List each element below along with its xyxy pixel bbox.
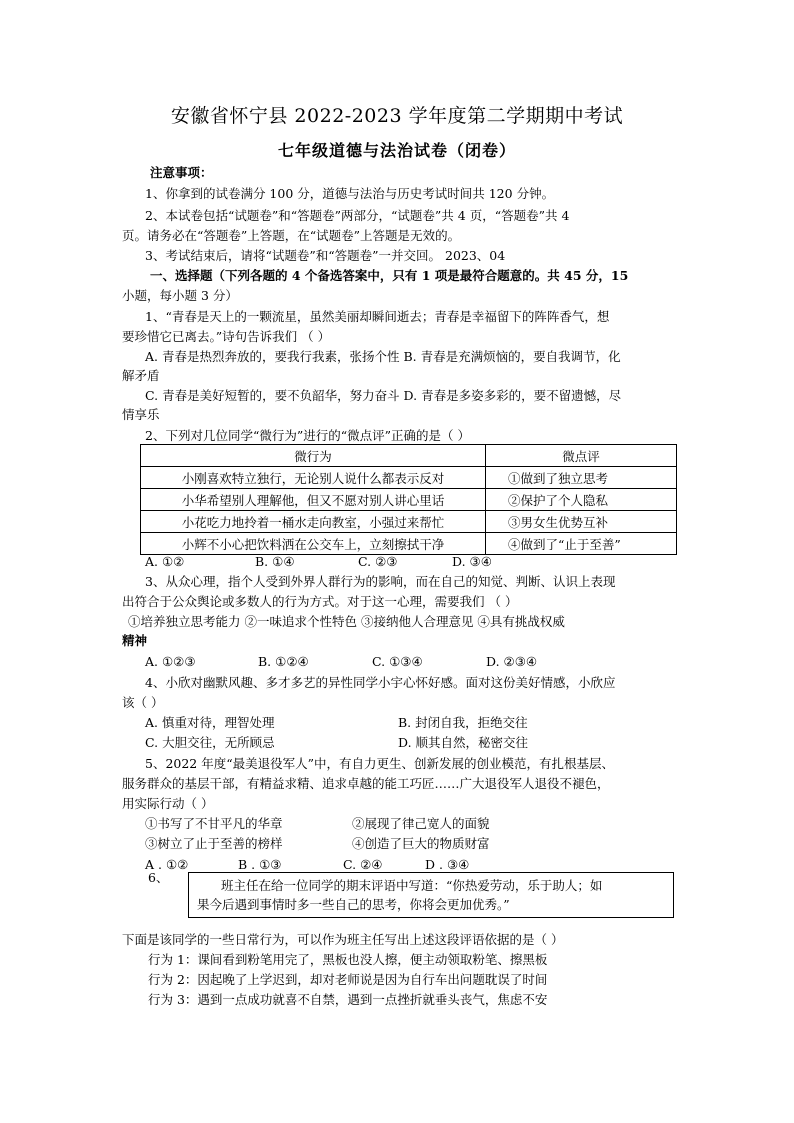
- exam-subtitle: 七年级道德与法治试卷（闭卷）: [277, 141, 516, 160]
- table-header-row: [141, 445, 677, 467]
- q5-option-d: D . ③④: [425, 857, 470, 872]
- q5-stem-a: 5、2022 年度“最美退役军人”中，有自力更生、创新发展的创业模范，有扎根基层、: [145, 756, 615, 771]
- q6-stem: 下面是该同学的一些日常行为，可以作为班主任写出上述这段评语依据的是（ ）: [122, 932, 564, 947]
- q3-choices-cont: 精神: [122, 633, 148, 648]
- table-cell: ②保护了个人隐私: [486, 489, 677, 511]
- q6-quote-box: [188, 872, 674, 918]
- note-2a: 2、本试卷包括“试题卷”和“答题卷”两部分，“试题卷”共 4 页，“答题卷”共 4: [145, 208, 570, 223]
- q4-stem-b: 该（ ）: [122, 695, 164, 710]
- table-cell: ①做到了独立思考: [486, 467, 677, 489]
- q4-option-d: D. 顺其自然，秘密交往: [398, 735, 529, 750]
- table-row: [141, 489, 677, 511]
- q6-number: 6、: [148, 870, 169, 885]
- table-cell: ④做到了“止于至善”: [486, 533, 677, 555]
- q2-option-c: C. ②③: [358, 554, 398, 569]
- table-cell: ③男女生优势互补: [486, 511, 677, 533]
- q3-stem-a: 3、从众心理，指个人受到外界人群行为的影响，而在自己的知觉、判断、认识上表现: [145, 574, 616, 589]
- q3-stem-b: 出符合于公众舆论或多数人的行为方式。对于这一心理，需要我们 （ ）: [122, 594, 518, 609]
- table-header-cell: 微行为: [141, 445, 486, 467]
- table-row: [141, 511, 677, 533]
- table-cell: 小辉不小心把饮料洒在公交车上，立刻擦拭干净: [141, 533, 486, 555]
- q2-option-b: B. ①④: [255, 554, 295, 569]
- q4-option-b: B. 封闭自我，拒绝交往: [398, 715, 528, 730]
- q2-option-d: D. ③④: [452, 554, 492, 569]
- q1-options-ab: A. 青春是热烈奔放的，要我行我素，张扬个性 B. 青春是充满烦恼的，要自我调节，化: [145, 349, 621, 364]
- q2-stem: 2、下列对几位同学“微行为”进行的“微点评”正确的是（ ）: [145, 428, 470, 443]
- table-header-cell: 微点评: [486, 445, 677, 467]
- table-cell: 小花吃力地拎着一桶水走向教室，小强过来帮忙: [141, 511, 486, 533]
- note-1: 1、你拿到的试卷满分 100 分，道德与法治与历史考试时间共 120 分钟。: [145, 186, 555, 201]
- q5-choice-4: ④创造了巨大的物质财富: [352, 836, 490, 851]
- q5-option-b: B . ①③: [238, 857, 282, 872]
- section1-heading-a: 一、选择题（下列各题的 4 个备选答案中，只有 1 项是最符合题意的。共 45 分，15: [150, 268, 629, 283]
- q5-choice-1: ①书写了不甘平凡的华章: [145, 816, 283, 831]
- q1-options-ab-cont: 解矛盾: [122, 368, 160, 383]
- q3-option-c: C. ①③④: [372, 654, 423, 669]
- note-3: 3、考试结束后，请将“试题卷”和“答题卷”一并交回。 2023、04: [145, 248, 506, 263]
- q4-option-c: C. 大胆交往，无所顾忌: [145, 735, 275, 750]
- notes-heading: 注意事项：: [150, 165, 213, 180]
- q1-options-cd-cont: 情享乐: [122, 407, 160, 422]
- table-row: [141, 467, 677, 489]
- q6-behavior-1: 行为 1：课间看到粉笔用完了，黑板也没人擦，便主动领取粉笔、擦黑板: [148, 952, 548, 967]
- q5-choice-2: ②展现了律己宽人的面貌: [352, 816, 490, 831]
- q6-behavior-2: 行为 2：因起晚了上学迟到，却对老师说是因为自行车出问题耽误了时间: [148, 972, 548, 987]
- q5-choice-3: ③树立了止于至善的榜样: [145, 836, 283, 851]
- q6-quote-line-2: 果今后遇到事情时多一些自己的思考，你将会更加优秀。”: [197, 897, 510, 912]
- q4-option-a: A. 慎重对待，理智处理: [145, 715, 275, 730]
- q5-stem-b: 服务群众的基层干部，有精益求精、追求卓越的能工巧匠……广大退役军人退役不褪色，: [122, 776, 610, 791]
- q3-option-b: B. ①②④: [258, 654, 309, 669]
- q3-option-a: A. ①②③: [145, 654, 196, 669]
- note-2b: 页。请务必在“答题卷”上答题，在“试题卷”上答题是无效的。: [122, 228, 461, 243]
- section1-heading-b: 小题，每小题 3 分）: [122, 288, 238, 303]
- q1-stem-a: 1、“青春是天上的一颗流星，虽然美丽却瞬间逝去；青春是幸福留下的阵阵香气，想: [145, 309, 610, 324]
- table-row: [141, 533, 677, 555]
- q3-option-d: D. ②③④: [486, 654, 538, 669]
- q2-table: [140, 444, 677, 555]
- q4-stem-a: 4、小欣对幽默风趣、多才多艺的异性同学小宇心怀好感。面对这份美好情感，小欣应: [145, 675, 616, 690]
- q5-option-a: A . ①②: [145, 857, 189, 872]
- table-cell: 小华希望别人理解他，但又不愿对别人讲心里话: [141, 489, 486, 511]
- q1-stem-b: 要珍惜它已离去。”诗句告诉我们 （ ）: [122, 329, 331, 344]
- q1-options-cd: C. 青春是美好短暂的，要不负韶华，努力奋斗 D. 青春是多姿多彩的，要不留遗憾，尽: [145, 388, 622, 403]
- q2-option-a: A. ①②: [145, 554, 185, 569]
- q5-option-c: C. ②④: [343, 857, 383, 872]
- q3-choices: ①培养独立思考能力 ②一味追求个性特色 ③接纳他人合理意见 ④具有挑战权威: [128, 614, 565, 629]
- table-cell: 小刚喜欢特立独行，无论别人说什么都表示反对: [141, 467, 486, 489]
- q5-stem-c: 用实际行动（ ）: [122, 796, 214, 811]
- exam-title: 安徽省怀宁县 2022-2023 学年度第二学期期中考试: [170, 105, 624, 127]
- q6-behavior-3: 行为 3：遇到一点成功就喜不自禁，遇到一点挫折就垂头丧气，焦虑不安: [148, 992, 548, 1007]
- q6-quote-line-1: 班主任在给一位同学的期末评语中写道：“你热爱劳动，乐于助人；如: [221, 878, 603, 893]
